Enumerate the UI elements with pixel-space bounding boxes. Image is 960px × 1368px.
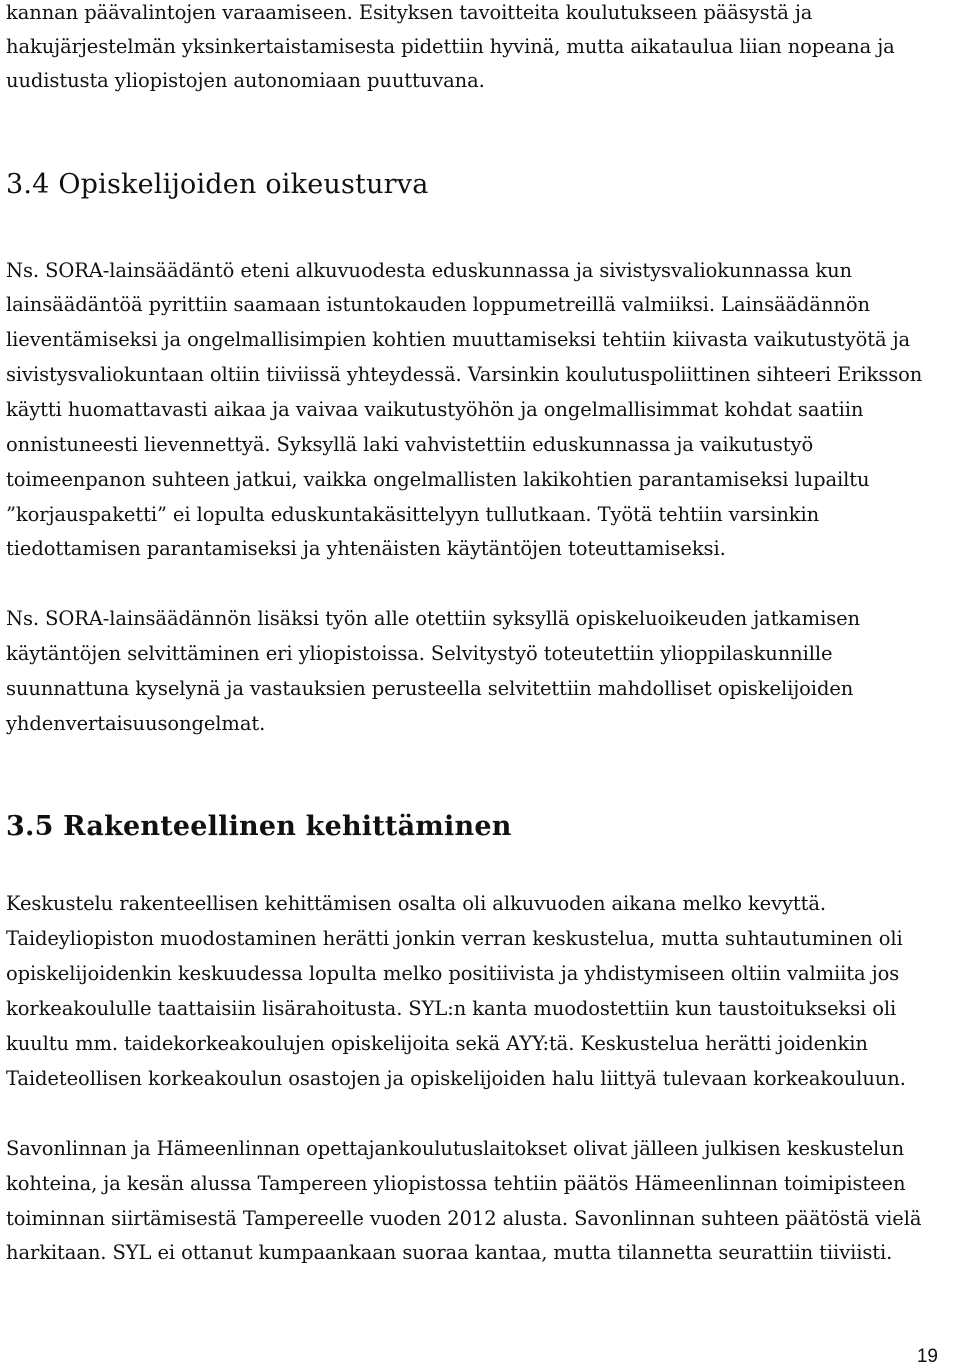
text-line: Taideteollisen korkeakoulun osastojen ja opiskelijoiden halu liittyä tulevaan korkeakouluun. xyxy=(6,1067,906,1090)
text-line: kuultu mm. taidekorkeakoulujen opiskelijoita sekä AYY:tä. Keskustelua herätti joidenkin xyxy=(6,1032,868,1055)
text-line: ”korjauspaketti” ei lopulta eduskuntakäsittelyyn tullutkaan. Työtä tehtiin varsinkin xyxy=(6,503,820,526)
section-heading-3-5: 3.5 Rakenteellinen kehittäminen xyxy=(6,811,512,842)
section-heading-3-4: 3.4 Opiskelijoiden oikeusturva xyxy=(6,169,429,200)
text-line: yhdenvertaisuusongelmat. xyxy=(6,712,266,735)
text-line: käytäntöjen selvittäminen eri yliopistoissa. Selvitystyö toteutettiin ylioppilaskunnille xyxy=(6,642,833,665)
text-line: onnistuneesti lievennettyä. Syksyllä laki vahvistettiin eduskunnassa ja vaikutustyö xyxy=(6,433,814,456)
text-line: lainsäädäntöä pyrittiin saamaan istuntokauden loppumetreillä valmiiksi. Lainsäädännön xyxy=(6,293,870,316)
text-line: Ns. SORA-lainsäädäntö eteni alkuvuodesta eduskunnassa ja sivistysvaliokunnassa kun xyxy=(6,259,853,282)
text-line: tiedottamisen parantamiseksi ja yhtenäisten käytäntöjen toteuttamiseksi. xyxy=(6,537,726,560)
text-line: hakujärjestelmän yksinkertaistamisesta pidettiin hyvinä, mutta aikataulua liian nopeana ja xyxy=(6,35,895,58)
text-line: sivistysvaliokuntaan oltiin tiiviissä yhteydessä. Varsinkin koulutuspoliittinen sihteeri Eriksson xyxy=(6,363,923,386)
text-line: harkitaan. SYL ei ottanut kumpaankaan suoraa kantaa, mutta tilannetta seurattiin tiiviisti. xyxy=(6,1241,893,1264)
text-line: käytti huomattavasti aikaa ja vaivaa vaikutustyöhön ja ongelmallisimmat kohdat saatiin xyxy=(6,398,864,421)
text-line: korkeakoululle taattaisiin lisärahoitusta. SYL:n kanta muodostettiin kun taustoitukseksi oli xyxy=(6,997,897,1020)
text-line: kannan päävalintojen varaamiseen. Esityksen tavoitteita koulutukseen pääsystä ja xyxy=(6,1,813,24)
text-line: Taideyliopiston muodostaminen herätti jonkin verran keskustelua, mutta suhtautuminen oli xyxy=(6,927,903,950)
text-line: toiminnan siirtämisestä Tampereelle vuoden 2012 alusta. Savonlinnan suhteen päätöstä vielä xyxy=(6,1207,922,1230)
text-line: lieventämiseksi ja ongelmallisimpien kohtien muuttamiseksi tehtiin kiivasta vaikutustyötä ja xyxy=(6,328,911,351)
text-line: Keskustelu rakenteellisen kehittämisen osalta oli alkuvuoden aikana melko kevyttä. xyxy=(6,892,827,915)
text-line: opiskelijoidenkin keskuudessa lopulta melko positiivista ja yhdistymiseen oltiin valmiita jos xyxy=(6,962,900,985)
text-line: kohteina, ja kesän alussa Tampereen yliopistossa tehtiin päätös Hämeenlinnan toimipisteen xyxy=(6,1172,906,1195)
text-line: Ns. SORA-lainsäädännön lisäksi työn alle otettiin syksyllä opiskeluoikeuden jatkamisen xyxy=(6,607,861,630)
text-line: suunnattuna kyselynä ja vastauksien perusteella selvitettiin mahdolliset opiskelijoiden xyxy=(6,677,854,700)
text-line: uudistusta yliopistojen autonomiaan puuttuvana. xyxy=(6,69,485,92)
text-line: Savonlinnan ja Hämeenlinnan opettajankoulutuslaitokset olivat jälleen julkisen keskustelun xyxy=(6,1137,905,1160)
text-line: toimeenpanon suhteen jatkui, vaikka ongelmallisten lakikohtien parantamiseksi lupailtu xyxy=(6,468,870,491)
page-number: 19 xyxy=(916,1346,938,1367)
